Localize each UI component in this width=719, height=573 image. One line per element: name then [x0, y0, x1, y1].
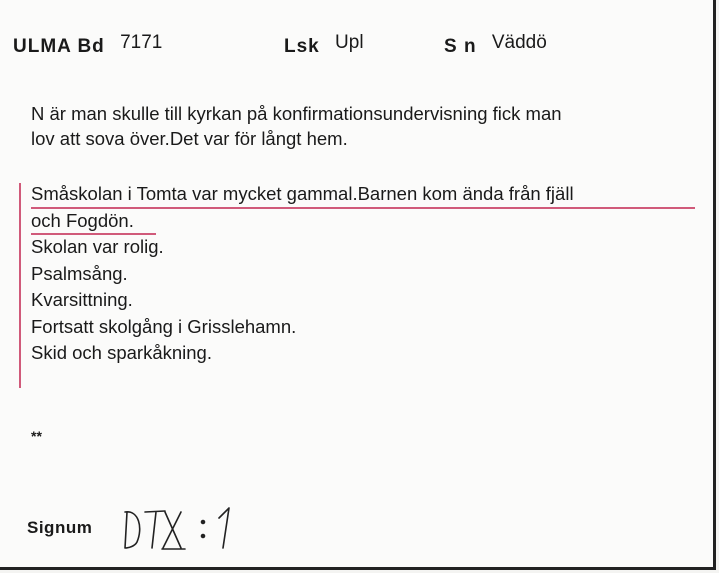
stars-mark: **: [31, 428, 42, 444]
note-line: Kvarsittning.: [31, 289, 133, 310]
sn-field: [444, 32, 547, 58]
intro-line: lov att sova över.Det var för långt hem.: [31, 128, 348, 149]
note-line: och Fogdön.: [31, 209, 134, 231]
note-line: Småskolan i Tomta var mycket gammal.Barnen kom ända från fjäll: [31, 183, 574, 204]
note-line: Skolan var rolig.: [31, 236, 164, 257]
sn-label: S n: [444, 36, 477, 57]
intro-text: [31, 101, 701, 151]
ulma-field: [13, 32, 163, 58]
signum-label: Signum: [27, 518, 93, 537]
note-line: Skid och sparkåkning.: [31, 342, 212, 363]
sn-value: Väddö: [491, 32, 547, 53]
lsk-value: Upl: [335, 32, 364, 53]
handwritten-signature: [115, 498, 255, 558]
ulma-value: 7171: [120, 32, 163, 53]
note-line: Psalmsång.: [31, 262, 128, 284]
lsk-field: [284, 32, 364, 58]
lsk-label: Lsk: [284, 36, 320, 57]
intro-line: N är man skulle till kyrkan på konfirmationsundervisning fick man: [31, 103, 562, 124]
note-line: Fortsatt skolgång i Grisslehamn.: [31, 315, 297, 337]
ulma-label: ULMA Bd: [13, 36, 105, 57]
margin-line: [19, 183, 21, 388]
notes-text: [31, 181, 701, 367]
